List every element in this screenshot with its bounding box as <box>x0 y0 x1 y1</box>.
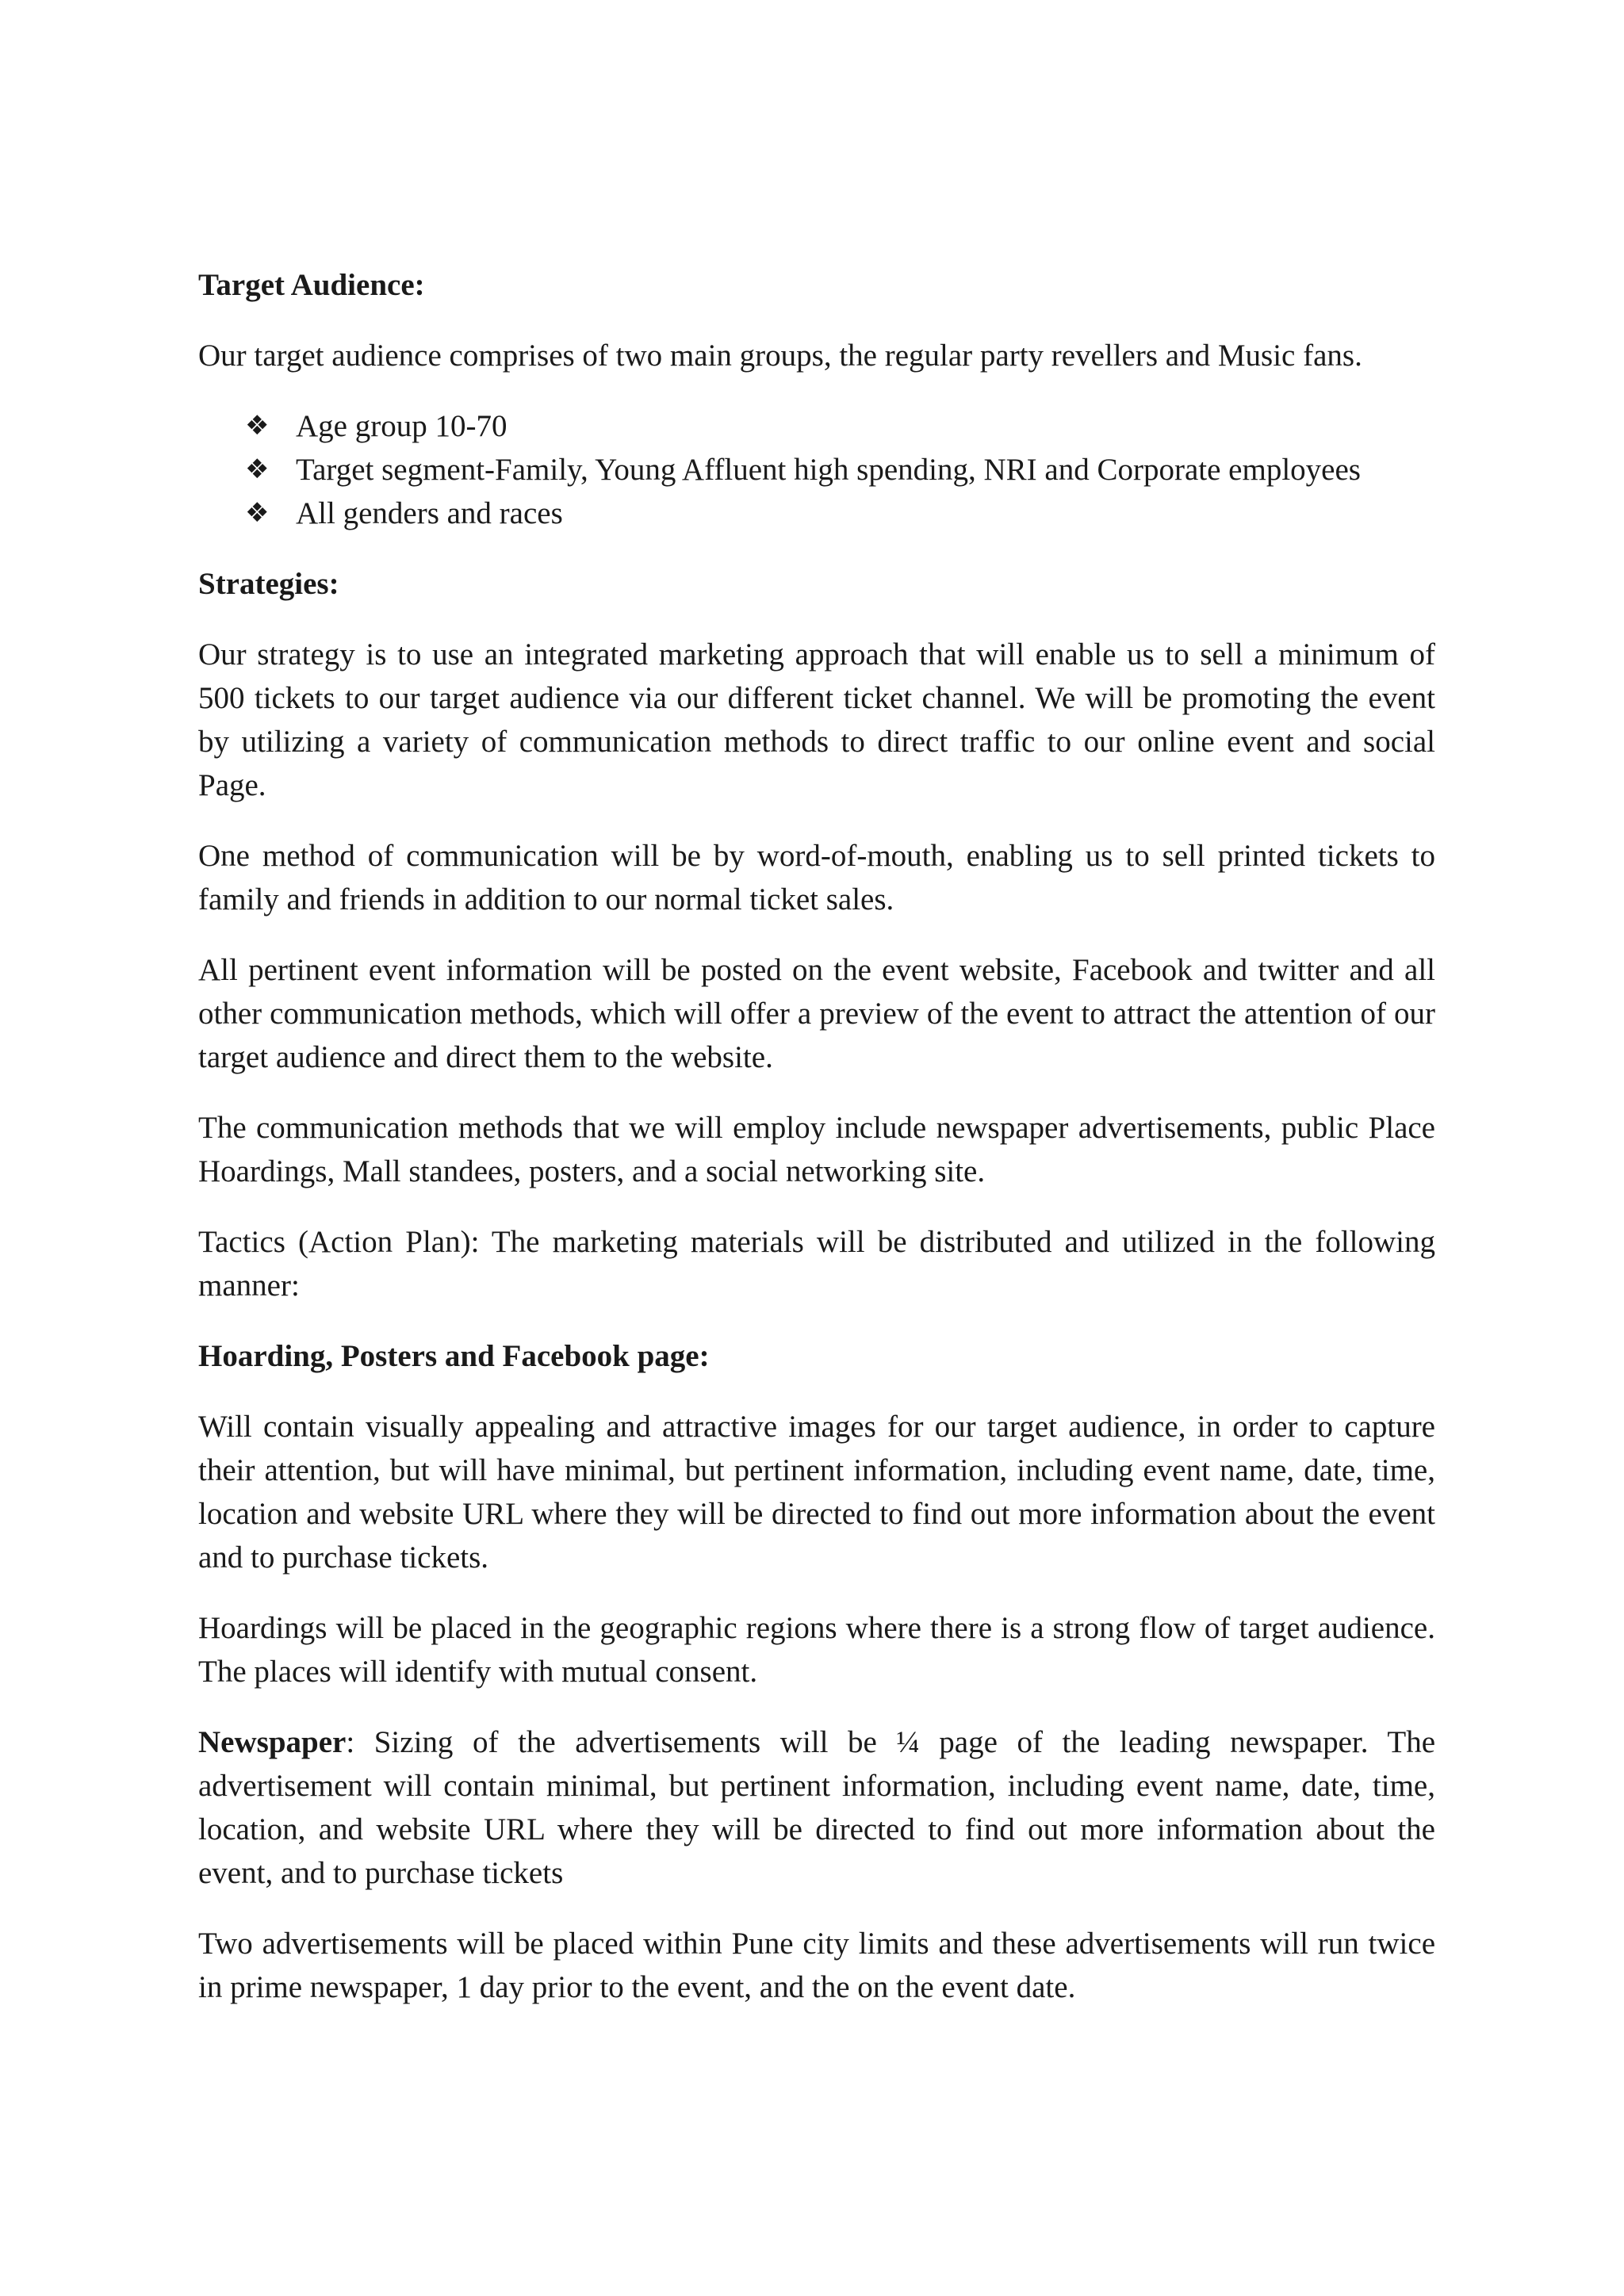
target-audience-heading: Target Audience: <box>198 268 425 302</box>
strategies-paragraph: All pertinent event information will be posted on the event website, Facebook and twitter and all other communication methods, which will offer a preview of the event to attract the attention of our target audience and direct them to the website. <box>198 953 1435 1074</box>
strategies-paragraph: The communication methods that we will employ include newspaper advertisements, public Place Hoardings, Mall standees, posters, and a social networking site. <box>198 1111 1435 1188</box>
list-item-text: All genders and races <box>296 496 563 530</box>
strategies-heading: Strategies: <box>198 567 339 601</box>
newspaper-label: Newspaper <box>198 1725 347 1759</box>
list-item <box>245 404 1435 448</box>
tactics-paragraph: Tactics (Action Plan): The marketing materials will be distributed and utilized in the following manner: <box>198 1225 1435 1303</box>
document-page <box>198 263 1435 2036</box>
list-item <box>245 448 1435 492</box>
strategies-paragraph: Our strategy is to use an integrated marketing approach that will enable us to sell a minimum of 500 tickets to our target audience via our different ticket channel. We will be promoting the event by utilizing a variety of communication methods to direct traffic to our online event and social Page. <box>198 637 1435 802</box>
newspaper-text: : Sizing of the advertisements will be ¼ page of the leading newspaper. The advertisement will contain minimal, but pertinent information, including event name, date, time, location, and website URL where they will be directed to find out more information about the event, and to purchase tickets <box>198 1725 1435 1890</box>
diamond-bullet-icon: ❖ <box>245 497 270 529</box>
target-audience-intro: Our target audience comprises of two main groups, the regular party revellers and Music fans. <box>198 339 1362 373</box>
strategies-paragraph: One method of communication will be by word-of-mouth, enabling us to sell printed tickets to family and friends in addition to our normal ticket sales. <box>198 839 1435 916</box>
list-item-text: Age group 10-70 <box>296 409 508 443</box>
newspaper-closing-paragraph: Two advertisements will be placed within Pune city limits and these advertisements will run twice in prime newspaper, 1 day prior to the event, and the on the event date. <box>198 1927 1435 2004</box>
hoarding-heading: Hoarding, Posters and Facebook page: <box>198 1339 710 1373</box>
diamond-bullet-icon: ❖ <box>245 410 270 442</box>
diamond-bullet-icon: ❖ <box>245 453 270 485</box>
hoarding-paragraph: Will contain visually appealing and attractive images for our target audience, in order to capture their attention, but will have minimal, but pertinent information, including event name, date, time, location and website URL where they will be directed to find out more information about the event and to purchase tickets. <box>198 1410 1435 1575</box>
list-item <box>245 492 1435 535</box>
newspaper-paragraph <box>198 1720 1435 1895</box>
hoarding-paragraph: Hoardings will be placed in the geographic regions where there is a strong flow of target audience. The places will identify with mutual consent. <box>198 1611 1435 1689</box>
target-audience-list <box>198 404 1435 535</box>
list-item-text: Target segment-Family, Young Affluent high spending, NRI and Corporate employees <box>296 453 1361 487</box>
